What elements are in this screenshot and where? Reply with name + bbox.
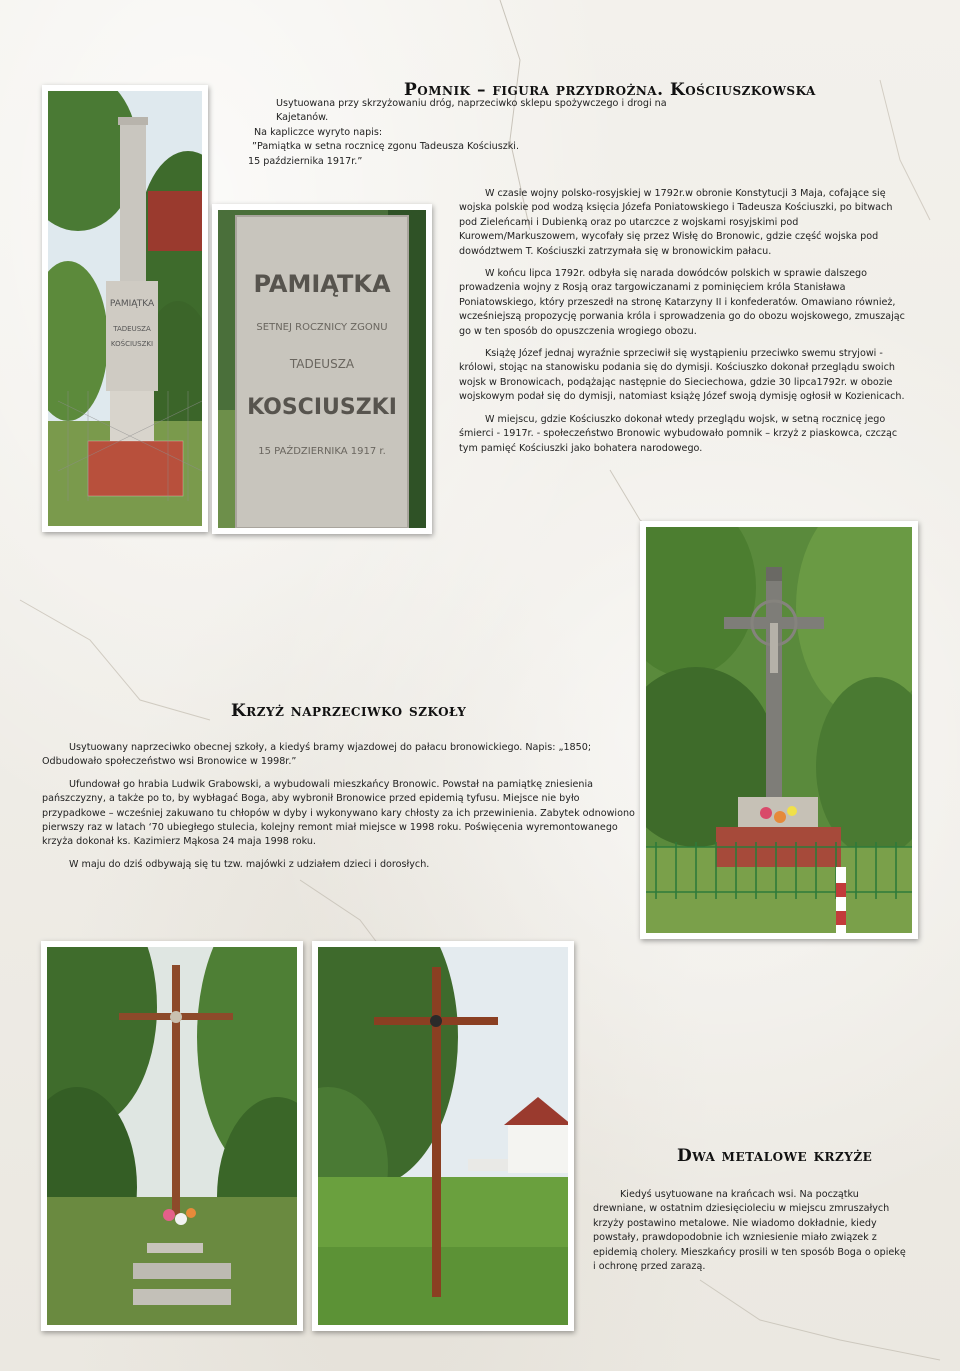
krzyz-paragraph: Usytuowany naprzeciwko obecnej szkoły, a kiedyś bramy wjazdowej do pałacu bronowickiego. Napis: „1850; Odbudowało społeczeństwo wsi Bronowice w 1998r.” bbox=[42, 742, 592, 768]
svg-text:PAMIĄTKA: PAMIĄTKA bbox=[109, 299, 155, 309]
photo-school-cross bbox=[640, 521, 918, 939]
photo-inscription bbox=[212, 204, 432, 534]
photo-metal-cross-1 bbox=[41, 941, 303, 1331]
krzyz-text bbox=[42, 741, 640, 872]
section-title-dwa: Dwa metalowe krzyże bbox=[677, 1146, 873, 1166]
krzyz-paragraph: W maju do dziś odbywają się tu tzw. majówki z udziałem dzieci i dorosłych. bbox=[69, 858, 430, 870]
svg-text:KOŚCIUSZKI: KOŚCIUSZKI bbox=[110, 340, 154, 348]
svg-text:TADEUSZA: TADEUSZA bbox=[113, 325, 151, 333]
pomnik-intro-line-4: 15 października 1917r.” bbox=[248, 155, 363, 167]
section-title-krzyz: Krzyż naprzeciwko szkoły bbox=[231, 701, 467, 721]
krzyz-paragraph: Ufundował go hrabia Ludwik Grabowski, a wybudowali mieszkańcy Bronowic. Powstał na pamiątkę zniesienia pańszczyzny, a także po to, by wybłagać Boga, aby wybronił Bronowice przed epidemią tyfusu. Miejsce nie było przypadkowe – wcześniej zakuwano tu chłopów w dyby i wykonywano kary chłosty za ich przewinienia. Zabytek odnowiono pierwszy raz w latach ‘70 ubiegłego stulecia, kolejny remont miał miejsce w 1998 roku. Poświęcenia wyremontowanego krzyża dokonał ks. Kazimierz Mąkosa 24 maja 1998 roku. bbox=[42, 778, 635, 848]
inscription-line-1: PAMIĄTKA bbox=[253, 270, 391, 298]
dwa-paragraph: Kiedyś usytuowane na krańcach wsi. Na początku drewniane, w ostatnim dziesięcioleciu w miejscu zmruszałych krzyży postawino metalowe. Nie wiadomo dokładnie, kiedy powstały, prawdopodobnie ich wzniesienie miało związek z epidemią cholery. Mieszkańcy prosili w ten sposób Boga o opiekę i ochronę przed zarazą. bbox=[593, 1189, 906, 1273]
inscription-line-4: KOSCIUSZKI bbox=[247, 395, 397, 420]
pomnik-intro bbox=[248, 97, 708, 169]
pomnik-history-paragraph: W czasie wojny polsko-rosyjskiej w 1792r.w obronie Konstytucji 3 Maja, cofające się wojska polskie pod wodzą księcia Józefa Poniatowskiego i Tadeusza Kościuszki, po bitwach pod Zieleńcami i Dubienką oraz po utarczce z wojskami rosyjskimi pod Kurowem/Markuszowem, wycofały się przez Wisłę do Bronowic, gdzie część wojska pod dowództwem T. Kościuszki zatrzymała się w bronowickim pałacu. bbox=[459, 188, 893, 257]
pomnik-history-paragraph: W miejscu, gdzie Kościuszko dokonał wtedy przeglądu wojsk, w setną rocznicę jego śmierci - 1917r. - społeczeństwo Bronowic wybudowało pomnik – krzyż z piaskowca, czcząc tym pamięć Kościuszki jako bohatera narodowego. bbox=[459, 413, 898, 454]
pomnik-history-paragraph: W końcu lipca 1792r. odbyła się narada dowódców polskich w sprawie dalszego prowadzenia wojny z Rosją oraz targowiczanami z pominięciem króla Stanisława Poniatowskiego, który przeszedł na stronę Katarzyny II i konfederatów. Omawiano również, wcześniejszą propozycję porwania króla i sprowadzenia go do obozu wojskowego, zmuszając go w ten sposób do opuszczenia wrogiego obozu. bbox=[459, 268, 905, 337]
inscription-line-5: 15 PAŹDZIERNIKA 1917 r. bbox=[258, 446, 386, 457]
dwa-text bbox=[593, 1188, 909, 1274]
inscription-line-2: SETNEJ ROCZNICY ZGONU bbox=[256, 322, 388, 333]
pomnik-intro-line-3: ”Pamiątka w setna rocznicę zgonu Tadeusza Kościuszki. bbox=[252, 141, 520, 153]
pomnik-history bbox=[459, 187, 909, 456]
photo-metal-cross-2 bbox=[312, 941, 574, 1331]
pomnik-intro-line-2: Na kapliczce wyryto napis: bbox=[254, 126, 383, 138]
inscription-line-3: TADEUSZA bbox=[289, 357, 355, 371]
photo-monument bbox=[42, 85, 208, 532]
section-title-pomnik: Pomnik – figura przydrożna. Kościuszkowska bbox=[404, 80, 816, 100]
pomnik-history-paragraph: Książę Józef jednaj wyraźnie sprzeciwił się wystąpieniu przeciwko swemu stryjowi - królowi, stojąc na stanowisku podania się do dymisji. Kościuszko dokonał przeglądu swoich wojsk w Bronowicach, podążając następnie do Sieciechowa, gdzie 30 lipca1792r. w obozie wojskowym podał się do dymisji, natomiast książę Józef swoją dymisję ogłosił w Kozienicach. bbox=[459, 348, 905, 403]
pomnik-intro-line-1: Usytuowana przy skrzyżowaniu dróg, naprzeciwko sklepu spożywczego i drogi na Kajetanów. bbox=[276, 98, 667, 124]
